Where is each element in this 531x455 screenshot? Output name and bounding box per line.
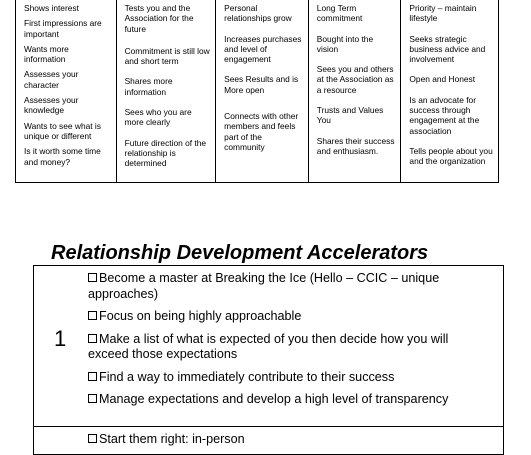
- accelerator-list: [88, 432, 488, 455]
- checkbox-icon: [88, 273, 97, 282]
- accelerator-list: [88, 271, 488, 415]
- accelerator-row-1: [34, 266, 503, 427]
- stage-item: Shares more information: [124, 76, 173, 97]
- stage-item: Shows interest: [24, 3, 79, 13]
- section-title: Relationship Development Accelerators: [51, 242, 429, 264]
- stage-item: Personal relationships grow: [224, 3, 292, 24]
- accelerators-table: [33, 265, 504, 455]
- accelerator-item: Find a way to immediately contribute to their success: [88, 370, 488, 386]
- stage-item: Is an advocate for success through engagement at the association: [409, 94, 480, 136]
- row-number: 1: [54, 326, 67, 351]
- stage-item: Trusts and Values You: [316, 105, 384, 126]
- stage-item: Wants more information: [24, 43, 69, 65]
- stage-item: Shares their success and enthusiasm.: [316, 135, 395, 156]
- checkbox-icon: [88, 394, 97, 403]
- stage-column-5: [400, 0, 498, 182]
- stage-item: Assesses your character: [24, 69, 79, 90]
- accelerator-item: Focus on being highly approachable: [88, 309, 488, 325]
- accelerator-item: Make a list of what is expected of you then decide how you will exceed those expectations: [88, 331, 449, 361]
- stage-item: Bought into the vision: [316, 33, 374, 54]
- stage-item: Increases purchases and level of engagement: [224, 33, 302, 65]
- stage-item: Wants to see what is unique or different: [24, 120, 101, 141]
- stage-column-1: [16, 0, 116, 182]
- stage-column-3: [215, 0, 308, 182]
- stage-item: Sees you and others at the Association as a resource: [316, 64, 394, 95]
- accelerator-item: Start them right: in-person: [88, 432, 488, 448]
- accelerator-item: Become a master at Breaking the Ice (Hello – CCIC – unique approaches): [88, 271, 440, 301]
- stage-item: Sees Results and is More open: [224, 74, 299, 95]
- stage-item: Is it worth some time and money?: [24, 146, 101, 167]
- stage-item: Connects with other members and feels part of the community: [224, 111, 299, 152]
- stage-item: First impressions are important: [24, 18, 102, 39]
- stage-column-2: [116, 0, 216, 182]
- stage-item: Tells people about you and the organization: [409, 145, 493, 167]
- relationship-stages-table: [15, 0, 499, 183]
- stage-column-4: [308, 0, 401, 182]
- stage-item: Sees who you are more clearly: [124, 107, 192, 128]
- stage-item: Commitment is still low and short term: [124, 45, 210, 67]
- checkbox-icon: [88, 334, 97, 343]
- stage-item: Future direction of the relationship is determined: [124, 137, 207, 169]
- stage-item: Long Term commitment: [316, 3, 363, 24]
- checkbox-icon: [88, 372, 97, 381]
- stage-item: Seeks strategic business advice and involvement: [409, 33, 486, 65]
- checkbox-icon: [88, 311, 97, 320]
- stage-item: Tests you and the Association for the future: [124, 3, 194, 34]
- stage-item: Assesses your knowledge: [24, 95, 79, 116]
- accelerator-item: Manage expectations and develop a high level of transparency: [88, 392, 488, 408]
- stage-item: Open and Honest: [409, 74, 476, 85]
- stage-item: Priority – maintain lifestyle: [409, 3, 477, 24]
